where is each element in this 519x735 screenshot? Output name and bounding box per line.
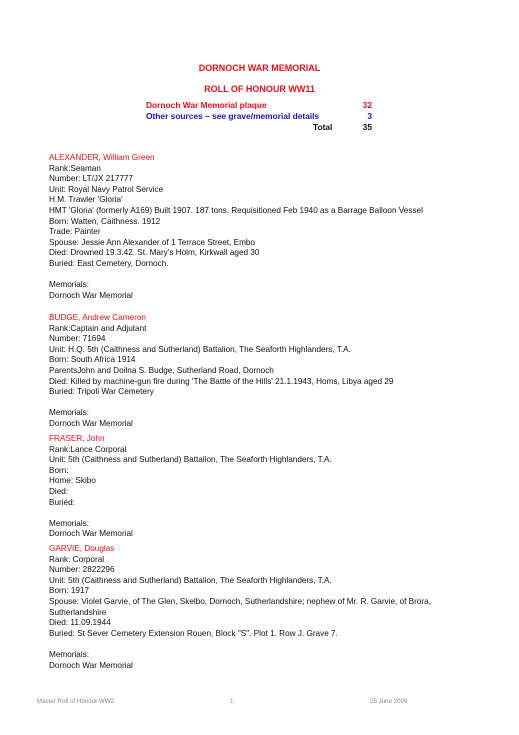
entry-detail: Buried: St Sever Cemetery Extension Rouen, Block "S". Plot 1. Row J. Grave 7. [49,628,338,638]
footer-date: 25 June 2009 [370,698,408,705]
entry-detail: Rank:Lance Corporal [49,444,127,454]
memorial-name: Dornoch War Memorial [49,418,133,428]
footer-document-name: Master Roll of Honour WW2 [37,698,115,705]
entry-name: GARVIE, Douglas [49,544,115,553]
entry-detail: Died: Killed by machine-gun fire during 'The Battle of the Hills' 21.1.1943, Homs, Libya aged 29 [49,376,394,386]
memorial-name: Dornoch War Memorial [49,660,133,670]
summary-plaque-label: Dornoch War Memorial plaque [146,100,267,110]
entry-detail: Rank: Corporal [49,554,105,564]
entry-detail: Born: Watten, Caithness. 1912 [49,216,161,226]
footer-page-number: 1 [230,698,234,705]
entry-detail: Number: 2822296 [49,565,115,575]
summary-total-label: Total [313,122,333,132]
memorials-label: Memorials: [49,518,90,528]
summary-plaque-count: 32 [362,100,372,110]
summary-row-plaque [146,100,372,111]
summary-other-count: 3 [367,111,372,121]
entry-detail: Spouse: Jessie Ann Alexander of 1 Terrace Street, Embo [49,237,256,247]
summary-total-count: 35 [362,122,372,132]
summary-other-label: Other sources – see grave/memorial details [146,111,320,121]
entry-detail: Born: 1917 [49,586,90,596]
entry-detail: Buried: [49,497,75,507]
entry-detail: Died: [49,486,69,496]
document-title: DORNOCH WAR MEMORIAL [198,63,321,73]
entry-detail: Trade: Painter [49,227,101,237]
entry-detail: Died: Drowned 19.3.42. St. Mary's Holm, Kirkwall aged 30 [49,248,260,258]
memorial-name: Dornoch War Memorial [49,290,133,300]
entry-detail: Home: Skibo [49,476,96,486]
memorials-label: Memorials: [49,649,90,659]
entry-detail: Number: LT/JX 217777 [49,174,134,184]
memorial-name: Dornoch War Memorial [49,529,133,539]
entry-detail: H.M. Trawler 'Gloria' [49,195,123,205]
roll-entry [49,544,489,671]
entry-detail: Buried: East Cemetery, Dornoch. [49,258,169,268]
entry-detail: Sutherlandshire [49,607,107,617]
summary-row-total [146,122,372,133]
entry-detail: Number: 71694 [49,334,106,344]
entry-detail: Died: 11.09.1944 [49,618,111,628]
roll-entry [49,153,489,301]
entry-detail: Born: [49,465,69,475]
entry-detail: Rank:Captain and Adjutant [49,323,147,333]
entry-detail: Rank:Seaman [49,163,101,173]
summary-table [146,100,372,133]
entry-detail: Born: South Africa 1914 [49,355,136,365]
entry-name: BUDGE, Andrew Cameron [49,313,146,322]
memorials-label: Memorials: [49,408,90,418]
entry-detail: Unit: 5th (Caithness and Sutherland) Battalion, The Seaforth Highlanders, T.A. [49,575,332,585]
entry-detail: Unit: Royal Navy Patrol Service [49,184,164,194]
entry-detail: HMT 'Gloria' (formerly A169) Built 1907. 187 tons. Requisitioned Feb 1940 as a Barrage Balloon Vessel [49,205,423,215]
roll-entry [49,434,489,540]
entry-detail: Spouse: Violet Garvie, of The Glen, Skelbo, Dornoch, Sutherlandshire; nephew of Mr. R. Garvie, of Brora, [49,596,431,606]
document-subtitle: ROLL OF HONOUR WW11 [204,84,315,94]
entry-detail: Unit: H.Q. 5th (Caithness and Sutherland) Battalion, The Seaforth Highlanders, T.A. [49,344,351,354]
entry-name: ALEXANDER, William Green [49,153,155,162]
entry-name: FRASER, John [49,434,105,443]
memorials-label: Memorials: [49,280,90,290]
summary-row-other [146,111,372,122]
entry-detail: ParentsJohn and Doilna S. Budge, Sutherland Road, Dornoch [49,365,274,375]
entry-detail: Unit: 5th (Caithness and Sutherland) Battalion, The Seaforth Highlanders, T.A. [49,455,332,465]
entry-detail: Buried: Tripoli War Cemetery [49,387,154,397]
roll-entry [49,313,489,430]
